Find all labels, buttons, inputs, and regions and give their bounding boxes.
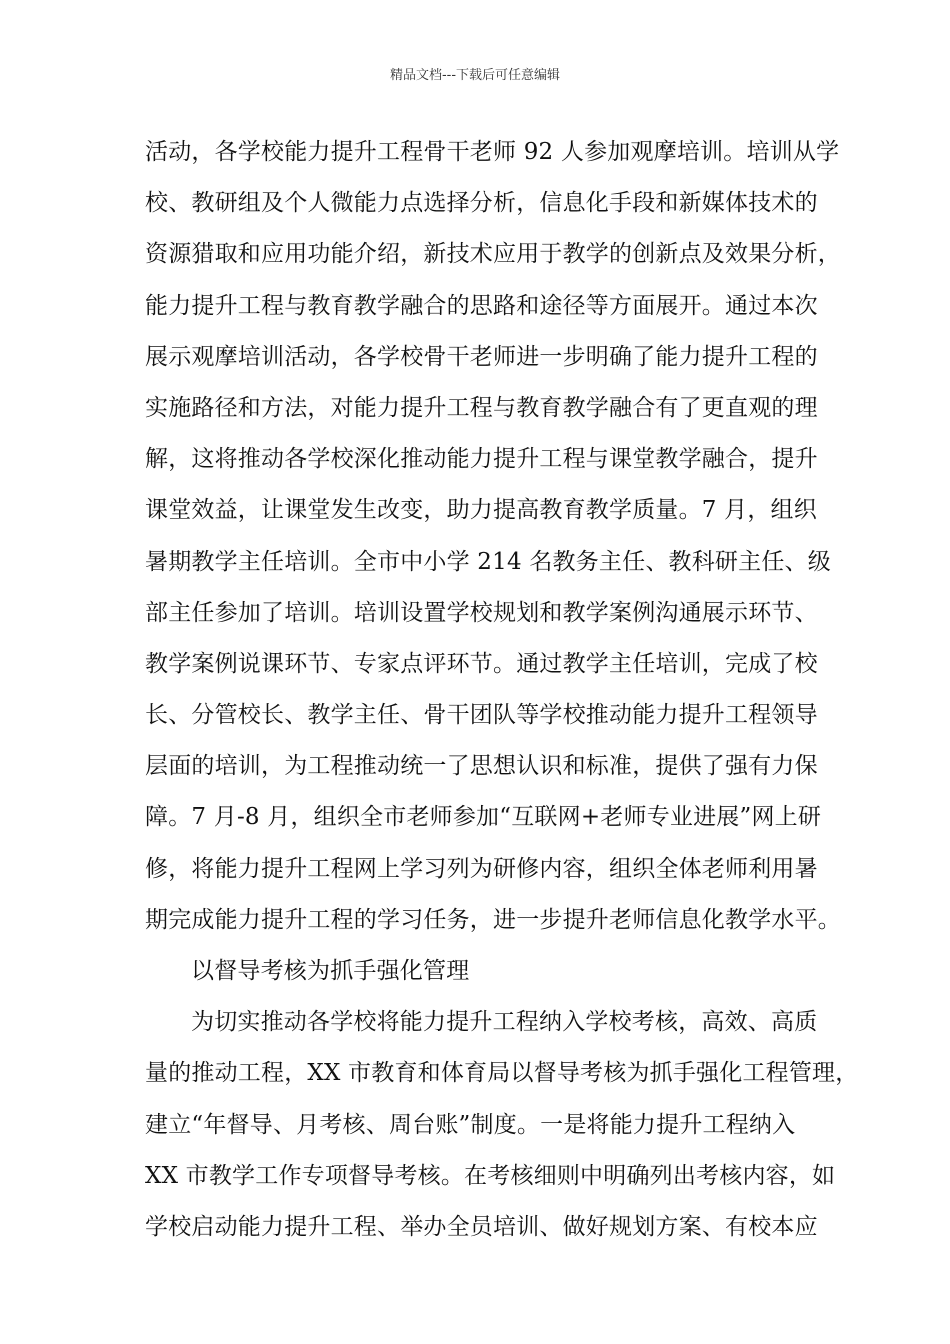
paragraph-line: 学校启动能力提升工程、举办全员培训、做好规划方案、有校本应 bbox=[145, 1213, 818, 1240]
paragraph-line: 建立“年督导、月考核、周台账”制度。一是将能力提升工程纳入 bbox=[145, 1111, 796, 1138]
paragraph-line: 资源猎取和应用功能介绍，新技术应用于教学的创新点及效果分析， bbox=[145, 241, 841, 268]
paragraph-line: 长、分管校长、教学主任、骨干团队等学校推动能力提升工程领导 bbox=[145, 702, 818, 729]
paragraph-line: 活动，各学校能力提升工程骨干老师 92 人参加观摩培训。培训从学 bbox=[145, 139, 840, 165]
paragraph-line: 暑期教学主任培训。全市中小学 214 名教务主任、教科研主任、级 bbox=[145, 548, 831, 575]
paragraph-line: 教学案例说课环节、专家点评环节。通过教学主任培训，完成了校 bbox=[145, 650, 818, 677]
paragraph-line: 展示观摩培训活动，各学校骨干老师进一步明确了能力提升工程的 bbox=[145, 343, 818, 370]
paragraph-line: 课堂效益，让课堂发生改变，助力提高教育教学质量。7 月，组织 bbox=[145, 497, 817, 524]
paragraph-line: 实施路径和方法，对能力提升工程与教育教学融合有了更直观的理 bbox=[145, 394, 818, 421]
paragraph-line: 校、教研组及个人微能力点选择分析，信息化手段和新媒体技术的 bbox=[145, 190, 818, 217]
paragraph-line: 量的推动工程，XX 市教育和体育局以督导考核为抓手强化工程管理， bbox=[145, 1060, 859, 1087]
paragraph-line: 解，这将推动各学校深化推动能力提升工程与课堂教学融合，提升 bbox=[145, 446, 818, 473]
page-header: 精品文档---下载后可任意编辑 bbox=[389, 68, 561, 83]
document-body bbox=[145, 132, 859, 1258]
paragraph-line: 层面的培训，为工程推动统一了思想认识和标准，提供了强有力保 bbox=[145, 753, 818, 780]
paragraph-line: 障。7 月-8 月，组织全市老师参加“互联网+老师专业进展”网上研 bbox=[145, 804, 822, 831]
paragraph-line: 期完成能力提升工程的学习任务，进一步提升老师信息化教学水平。 bbox=[145, 906, 841, 933]
paragraph-line: 能力提升工程与教育教学融合的思路和途径等方面展开。通过本次 bbox=[145, 292, 818, 319]
paragraph-line: XX 市教学工作专项督导考核。在考核细则中明确列出考核内容，如 bbox=[145, 1162, 836, 1189]
paragraph-line: 修，将能力提升工程网上学习列为研修内容，组织全体老师利用暑 bbox=[145, 855, 818, 882]
paragraph-line: 部主任参加了培训。培训设置学校规划和教学案例沟通展示环节、 bbox=[145, 599, 818, 626]
paragraph-line: 为切实推动各学校将能力提升工程纳入学校考核，高效、高质 bbox=[191, 1009, 818, 1036]
section-heading: 以督导考核为抓手强化管理 bbox=[191, 958, 470, 984]
